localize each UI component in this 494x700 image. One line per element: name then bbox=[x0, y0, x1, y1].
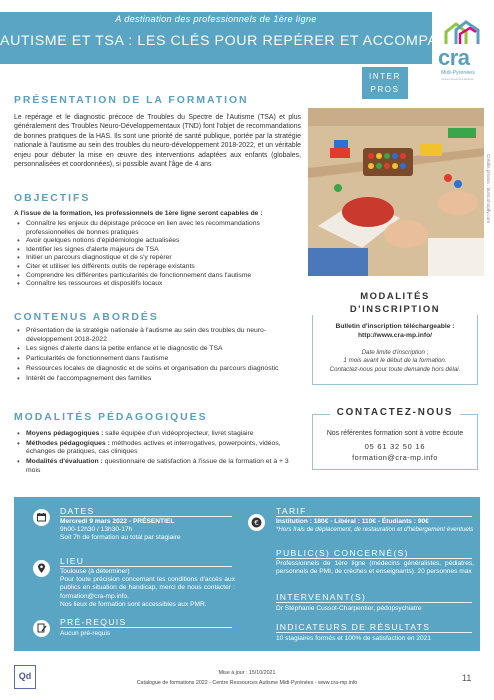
logo-tagline: centre ressources autisme bbox=[441, 77, 474, 81]
location-pin-icon bbox=[33, 560, 50, 577]
inscription-notes bbox=[312, 349, 478, 374]
list-item bbox=[14, 458, 300, 475]
item-label: Modalités d'évaluation : bbox=[26, 458, 103, 466]
children-playing-photo bbox=[308, 108, 484, 276]
objectifs-heading: OBJECTIFS bbox=[14, 193, 91, 204]
footer-update: Mise à jour : 15/10/2021 bbox=[218, 670, 276, 676]
item-text: salle équipée d'un vidéoprojecteur, livret stagiaire bbox=[103, 430, 254, 437]
lieu-line: Nos lieux de formation sont accessibles aux PMR. bbox=[60, 600, 207, 608]
house-logo-icon bbox=[436, 18, 490, 48]
logo-text: cra bbox=[438, 45, 470, 70]
list-item: • Ressources locales de diagnostic et de soins et organisation du parcours diagnostic bbox=[14, 365, 300, 374]
dates-line: 9h00-12h30 / 13h30-17h bbox=[60, 526, 133, 534]
prerequis-text: Aucun pré-requis bbox=[60, 630, 111, 637]
svg-text:€: € bbox=[254, 519, 259, 527]
prerequis-heading: PRÉ-REQUIS bbox=[60, 617, 127, 627]
page-number: 11 bbox=[462, 673, 472, 683]
divider bbox=[60, 566, 232, 567]
lieu-text bbox=[60, 568, 235, 609]
cra-logo bbox=[436, 18, 490, 88]
inscription-heading-line2: D'INSCRIPTION bbox=[349, 302, 441, 314]
tarif-line: *Hors frais de déplacement, de restauration et d'hébergement éventuels bbox=[276, 526, 474, 534]
list-item: • Identifier les signes d'alerte majeurs de TSA bbox=[14, 246, 294, 255]
list-item: • Connaître les enjeux du dépistage précoce en lien avec les recommandations professionnelles de bonnes pratiques bbox=[14, 220, 294, 237]
item-label: Moyens pédagogiques : bbox=[26, 430, 104, 437]
divider bbox=[60, 627, 232, 628]
divider bbox=[276, 558, 472, 559]
item-text: méthodes actives et interrogatives, powerpoints, vidéos, échanges de pratiques, cas cliniques bbox=[26, 439, 281, 456]
public-heading: PUBLIC(S) CONCERNÉ(S) bbox=[276, 548, 409, 558]
inscription-heading bbox=[312, 290, 478, 315]
contact-phone[interactable]: 05 61 32 50 16 bbox=[364, 442, 426, 451]
pedagogiques-list bbox=[14, 430, 300, 477]
inter-pros-badge bbox=[362, 67, 408, 99]
badge-line-2: PROS bbox=[370, 85, 400, 94]
indicateurs-text: 10 stagiaires formés et 100% de satisfaction en 2021 bbox=[276, 635, 432, 642]
list-item bbox=[14, 430, 300, 439]
intervenant-text: Dr Stéphanie Cussot-Charpentier, pédopsychiatre bbox=[276, 605, 422, 612]
list-item: • Présentation de la stratégie nationale à l'autisme au sein des troubles du neuro-développement 2018-2022 bbox=[14, 327, 300, 344]
presentation-heading: PRÉSENTATION DE LA FORMATION bbox=[14, 95, 249, 106]
page-title: AUTISME ET TSA : LES CLÉS POUR REPÉRER ET ACCOMPAGNER bbox=[0, 33, 481, 49]
note-line: 1 mois avant le début de la formation. bbox=[343, 357, 447, 365]
contact-email[interactable]: formation@cra-mp.info bbox=[352, 453, 438, 462]
objectifs-intro: A l'issue de la formation, les professionnels de 1ère ligne seront capables de : bbox=[14, 210, 263, 217]
note-line: Contactez-nous pour toute demande hors délai. bbox=[329, 365, 461, 373]
objectifs-list bbox=[14, 220, 294, 289]
list-item: • Intérêt de l'accompagnement des familles bbox=[14, 375, 300, 384]
dates-line: Soit 7h de formation au total par stagiaire bbox=[60, 534, 181, 542]
dates-text bbox=[60, 518, 235, 543]
list-item: • Citer et utiliser les différents outils de repérage existants bbox=[14, 263, 294, 272]
tarif-heading: TARIF bbox=[276, 506, 307, 516]
list-item: • Les signes d'alerte dans la petite enfance et le diagnostic de TSA bbox=[14, 345, 300, 354]
edit-document-icon bbox=[33, 620, 50, 637]
list-item: • Initier un parcours diagnostique et de s'y repérer bbox=[14, 254, 294, 263]
lieu-line: Pour toute précision concernant les conditions d'accès aux publics en situation de handicap, merci de nous contacter : formation@cra-mp.info. bbox=[60, 576, 235, 600]
intervenant-heading: INTERVENANT(S) bbox=[276, 592, 367, 602]
contenus-heading: CONTENUS ABORDÉS bbox=[14, 312, 159, 323]
contact-text: Nos référentes formation sont à votre écoute bbox=[326, 430, 464, 437]
divider bbox=[276, 632, 472, 633]
note-line: Date limite d'inscription ; bbox=[361, 349, 429, 356]
contact-heading: CONTACTEZ-NOUS bbox=[330, 407, 460, 418]
euro-icon bbox=[248, 514, 265, 531]
tarif-line: Institution : 180€ - Libéral : 110€ - Étudiants : 90€ bbox=[276, 518, 429, 525]
presentation-text: Le repérage et le diagnostic précoce de Troubles du Spectre de l'Autisme (TSA) et plus généralement des Troubles Neuro-Développementaux (TND) font l'objet de recommandations de bonnes pratiques de la HAS. Ils sont une priorité de santé publique, portée par la stratégie nationale à l'autisme au sein des troubles du neuro-développement 2018-2022, et un véritable enjeu pour débuter la mise en œuvre des interventions adaptées aux enfants (globales, personnalisées et coordonnées), si possible avant l'âge de 4 ans bbox=[14, 114, 301, 169]
list-item: • Particularités de fonctionnement dans l'autisme bbox=[14, 355, 300, 364]
dates-line: Mercredi 9 mars 2022 - PRÉSENTIEL bbox=[60, 518, 175, 525]
dates-heading: DATES bbox=[60, 506, 95, 516]
contenus-list bbox=[14, 327, 300, 385]
footer-catalogue: Catalogue de formations 2022 - Centre Ressources Autisme Midi-Pyrénées - www.cra-mp.info bbox=[136, 680, 358, 686]
divider bbox=[276, 602, 472, 603]
public-text: Professionnels de 1ère ligne (médecins généralistes, pédiatres, personnels de PMI, de crèches et enseignants). 20 personnes max bbox=[276, 560, 474, 576]
calendar-icon bbox=[33, 509, 50, 526]
item-label: Méthodes pédagogiques : bbox=[26, 439, 110, 447]
logo-region: Midi-Pyrénées bbox=[441, 70, 475, 76]
list-item: • Connaître les ressources et dispositifs locaux bbox=[14, 280, 294, 289]
pedagogiques-heading: MODALITÉS PÉDAGOGIQUES bbox=[14, 412, 208, 423]
inscription-url[interactable]: http://www.cra-mp.info/ bbox=[357, 332, 433, 339]
qualiopi-logo: Qd bbox=[14, 665, 36, 689]
divider bbox=[60, 516, 232, 517]
inscription-bulletin: Bulletin d'inscription téléchargeable : bbox=[335, 323, 455, 330]
tarif-text bbox=[276, 518, 474, 534]
list-item: • Comprendre les différentes particularités de fonctionnement dans l'autisme bbox=[14, 272, 294, 281]
list-item bbox=[14, 440, 300, 457]
lieu-line: Toulouse (à déterminer) bbox=[60, 568, 130, 575]
header-subtitle: A destination des professionnels de 1ère ligne bbox=[115, 14, 317, 24]
photo-credit: Crédits photos : burst.shopify.com bbox=[486, 154, 491, 224]
badge-line-1: INTER bbox=[369, 72, 401, 81]
inscription-heading-line1: MODALITÉS bbox=[360, 290, 430, 301]
list-item: • Avoir quelques notions d'épidémiologie actualisées bbox=[14, 237, 294, 246]
indicateurs-heading: INDICATEURS DE RÉSULTATS bbox=[276, 622, 431, 632]
divider bbox=[276, 516, 472, 517]
item-text: questionnaire de satisfaction à l'issue de la formation et à + 3 mois bbox=[26, 458, 289, 474]
lieu-heading: LIEU bbox=[60, 556, 85, 566]
